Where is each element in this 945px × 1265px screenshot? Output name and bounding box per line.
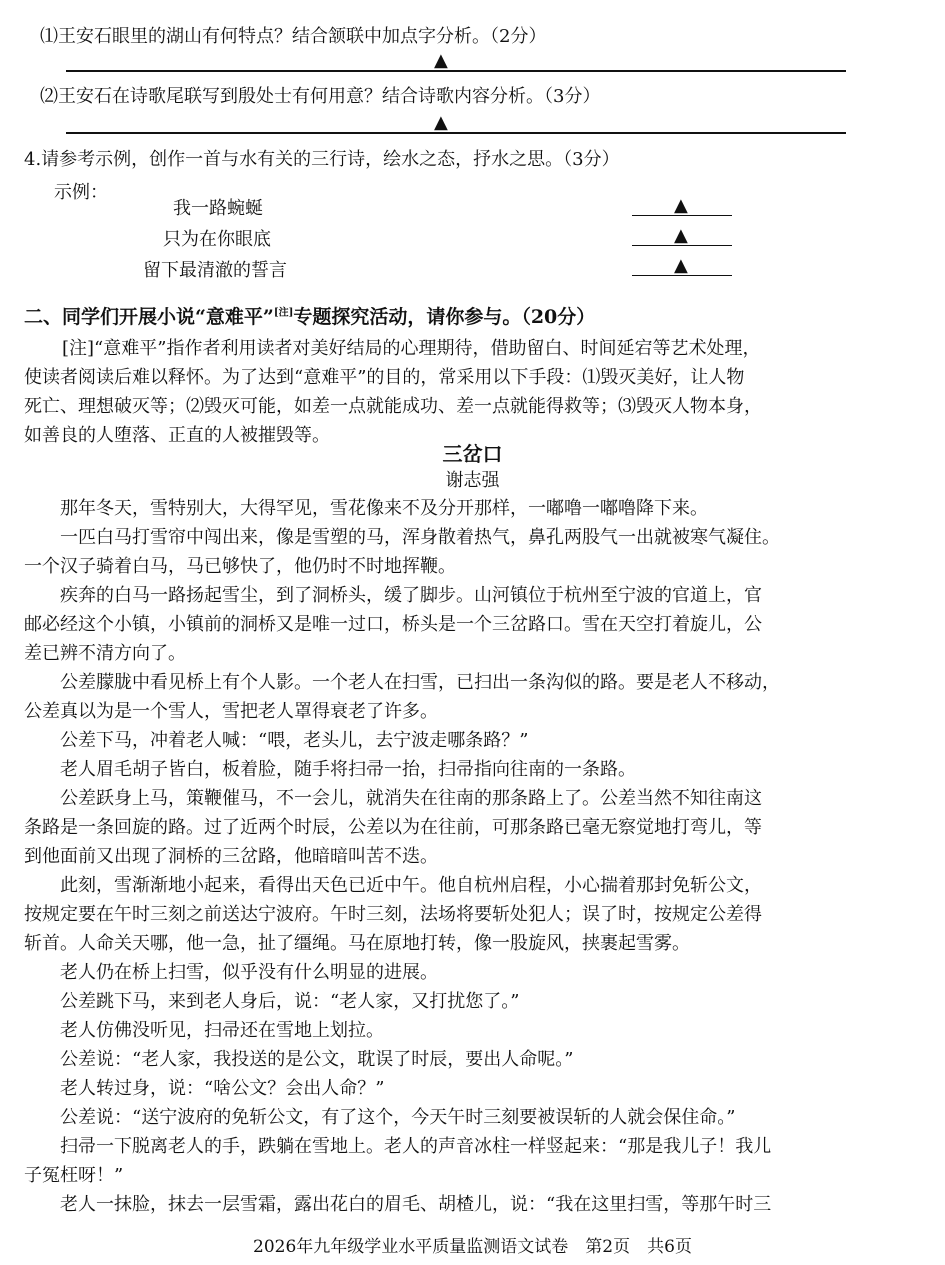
story-line: 公差跃身上马，策鞭催马，不一会儿，就消失在往南的那条路上了。公差当然不知往南这 — [24, 788, 762, 809]
question-3-2: ⑵王安石在诗歌尾联写到殷处士有何用意？结合诗歌内容分析。（3分） — [40, 86, 601, 107]
answer-marker: ▲ — [674, 255, 688, 276]
story-line: 疾奔的白马一路扬起雪尘，到了洞桥头，缓了脚步。山河镇位于杭州至宁波的官道上，官 — [24, 585, 762, 606]
story-line: 公差朦胧中看见桥上有个人影。一个老人在扫雪，已扫出一条沟似的路。要是老人不移动， — [24, 672, 780, 693]
story-line: 老人一抹脸，抹去一层雪霜，露出花白的眉毛、胡楂儿，说：“我在这里扫雪，等那午时三 — [24, 1194, 772, 1215]
answer-marker: ▲ — [434, 112, 448, 133]
story-line: 公差跳下马，来到老人身后，说：“老人家，又打扰您了。” — [24, 991, 520, 1012]
page-footer: 2026年九年级学业水平质量监测语文试卷 第2页 共6页 — [253, 1237, 692, 1257]
note-line-4: 如善良的人堕落、正直的人被摧毁等。 — [24, 425, 330, 446]
answer-marker: ▲ — [434, 50, 448, 71]
question-4: 4.请参考示例，创作一首与水有关的三行诗，绘水之态，抒水之思。（3分） — [24, 149, 620, 170]
note-line-3: 死亡、理想破灭等；⑵毁灭可能，如差一点就能成功、差一点就能得救等；⑶毁灭人物本身， — [24, 396, 762, 417]
story-line: 邮必经这个小镇，小镇前的洞桥又是唯一过口，桥头是一个三岔路口。雪在天空打着旋儿，公 — [24, 614, 762, 635]
poem-answer-line-1 — [632, 196, 732, 216]
answer-marker: ▲ — [674, 195, 688, 216]
note-line-1: [注]“意难平”指作者利用读者对美好结局的心理期待，借助留白、时间延宕等艺术处理， — [62, 338, 761, 359]
poem-line-3: 留下最清澈的誓言 — [143, 260, 287, 281]
note-marker: [注] — [273, 307, 294, 319]
story-line: 条路是一条回旋的路。过了近两个时辰，公差以为在往前，可那条路已毫无察觉地打弯儿，等 — [24, 817, 762, 838]
note-line-2: 使读者阅读后难以释怀。为了达到“意难平”的目的，常采用以下手段：⑴毁灭美好，让人物 — [24, 367, 745, 388]
section-2-heading: 二、同学们开展小说“意难平”[注]专题探究活动，请你参与。（20分） — [24, 306, 596, 328]
story-line: 扫帚一下脱离老人的手，跌躺在雪地上。老人的声音冰柱一样竖起来：“那是我儿子！我儿 — [24, 1136, 772, 1157]
story-line: 那年冬天，雪特别大，大得罕见，雪花像来不及分开那样，一嘟噜一嘟噜降下来。 — [24, 498, 708, 519]
story-line: 公差真以为是一个雪人，雪把老人罩得衰老了许多。 — [24, 701, 438, 722]
story-line: 按规定要在午时三刻之前送达宁波府。午时三刻，法场将要斩处犯人；误了时，按规定公差得 — [24, 904, 762, 925]
answer-line-3-2 — [66, 110, 846, 134]
story-line: 老人眉毛胡子皆白，板着脸，随手将扫帚一抬，扫帚指向往南的一条路。 — [24, 759, 636, 780]
story-line: 老人仍在桥上扫雪，似乎没有什么明显的进展。 — [24, 962, 438, 983]
question-3-1: ⑴王安石眼里的湖山有何特点？结合颔联中加点字分析。（2分） — [40, 26, 547, 47]
story-line: 老人转过身，说：“啥公文？会出人命？” — [24, 1078, 385, 1099]
story-line: 此刻，雪渐渐地小起来，看得出天色已近中午。他自杭州启程，小心揣着那封免斩公文， — [24, 875, 762, 896]
story-line: 差已辨不清方向了。 — [24, 643, 186, 664]
answer-line-3-1 — [66, 48, 846, 72]
poem-answer-line-2 — [632, 226, 732, 246]
answer-marker: ▲ — [674, 225, 688, 246]
story-line: 一个汉子骑着白马，马已够快了，他仍时不时地挥鞭。 — [24, 556, 456, 577]
story-author: 谢志强 — [445, 470, 500, 491]
story-line: 一匹白马打雪帘中闯出来，像是雪塑的马，浑身散着热气，鼻孔两股气一出就被寒气凝住。 — [24, 527, 780, 548]
story-line: 公差说：“送宁波府的免斩公文，有了这个，今天午时三刻要被误斩的人就会保住命。” — [24, 1107, 736, 1128]
example-label: 示例： — [54, 182, 108, 203]
story-title: 三岔口 — [442, 442, 503, 466]
story-line: 公差说：“老人家，我投送的是公文，耽误了时辰，要出人命呢。” — [24, 1049, 574, 1070]
story-line: 斩首。人命关天哪，他一急，扯了缰绳。马在原地打转，像一股旋风，挟裹起雪雾。 — [24, 933, 690, 954]
story-line: 到他面前又出现了洞桥的三岔路，他暗暗叫苦不迭。 — [24, 846, 438, 867]
story-line: 子冤枉呀！” — [24, 1165, 124, 1186]
story-line: 老人仿佛没听见，扫帚还在雪地上划拉。 — [24, 1020, 384, 1041]
story-line: 公差下马，冲着老人喊：“喂，老头儿，去宁波走哪条路？” — [24, 730, 529, 751]
poem-answer-line-3 — [632, 256, 732, 276]
poem-line-2: 只为在你眼底 — [163, 229, 271, 250]
poem-line-1: 我一路蜿蜒 — [173, 198, 263, 219]
